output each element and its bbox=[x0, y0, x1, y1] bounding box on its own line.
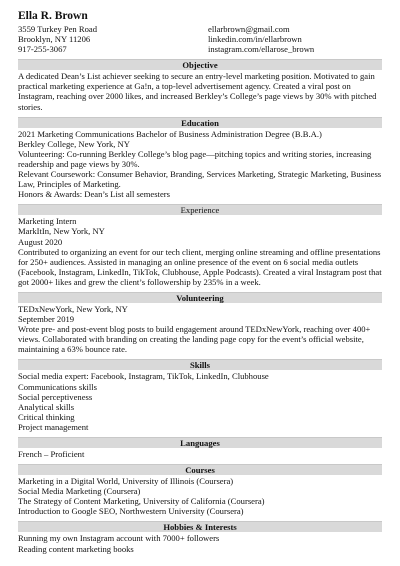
skill-item: Critical thinking bbox=[18, 411, 75, 422]
experience-title: Marketing Intern bbox=[18, 216, 77, 227]
volunteering-org: TEDxNewYork, New York, NY bbox=[18, 303, 128, 314]
volunteering-heading: Volunteering bbox=[18, 292, 382, 303]
volunteering-text: Wrote pre- and post-event blog posts to build engagement around TEDxNewYork, reaching over 400+ views. Collaborated with branding on creating the landing page copy for the event’s official website, maintaining a 63% bounce rate. bbox=[18, 324, 371, 355]
experience-date: August 2020 bbox=[18, 236, 63, 247]
contact-right bbox=[208, 24, 382, 54]
course-item: The Strategy of Content Marketing, University of California (Coursera) bbox=[18, 496, 265, 507]
skill-item: Social perceptiveness bbox=[18, 391, 93, 402]
skill-item: Communications skills bbox=[18, 381, 98, 392]
hobby-item: Running my own Instagram account with 7000+ followers bbox=[18, 533, 220, 544]
skill-item: Project management bbox=[18, 421, 89, 432]
address-line-2: Brooklyn, NY 11206 bbox=[18, 34, 91, 45]
education-heading: Education bbox=[18, 117, 382, 128]
education-school: Berkley College, New York, NY bbox=[18, 138, 130, 149]
hobbies-list bbox=[18, 533, 382, 553]
skills-heading: Skills bbox=[18, 359, 382, 370]
experience-heading: Experience bbox=[18, 204, 382, 215]
objective-heading: Objective bbox=[18, 59, 382, 70]
objective-text: A dedicated Dean’s List achiever seeking to secure an entry-level marketing position. Motivated to gain practical marketing experience at Ga!n, a top-level advertisement agency. Created a viral post on Instagram, reaching over 2000 likes, and increased Berkley’s College’s page views by 30% with pitched stories. bbox=[18, 71, 377, 112]
languages-heading: Languages bbox=[18, 437, 382, 448]
course-item: Introduction to Google SEO, Northwestern University (Coursera) bbox=[18, 506, 244, 517]
volunteering-date: September 2019 bbox=[18, 314, 75, 325]
skill-item: Social media expert: Facebook, Instagram, TikTok, LinkedIn, Clubhouse bbox=[18, 371, 269, 382]
language-item: French – Proficient bbox=[18, 449, 85, 459]
experience-company: MarkItIn, New York, NY bbox=[18, 226, 105, 237]
hobby-item: Reading content marketing books bbox=[18, 543, 134, 554]
course-item: Social Media Marketing (Coursera) bbox=[18, 486, 141, 497]
education-honors: Honors & Awards: Dean’s List all semesters bbox=[18, 189, 170, 200]
courses-list bbox=[18, 476, 382, 516]
contact-left bbox=[18, 24, 97, 54]
education-degree: 2021 Marketing Communications Bachelor of Business Administration Degree (B.B.A.) bbox=[18, 128, 322, 139]
course-item: Marketing in a Digital World, University of Illinois (Coursera) bbox=[18, 476, 234, 487]
linkedin-url: linkedin.com/in/ellarbrown bbox=[208, 34, 302, 45]
contact-block bbox=[18, 24, 382, 54]
education-coursework: Relevant Coursework: Consumer Behavior, Branding, Services Marketing, Strategic Marketing, Business Law, Principles of Marketing. bbox=[18, 169, 382, 190]
experience-text: Contributed to organizing an event for our tech client, merging online streaming and offline presentations for 250+ audiences. Assisted in managing an online presence of the event on 6 social media outlets (Facebook, Instagram, LinkedIn, TikTok, Clubhouse, Apple Podcasts). Created a viral Instagram post that got 2000+ likes and grew the client’s followership by 235% in a week. bbox=[18, 246, 382, 287]
courses-heading: Courses bbox=[18, 464, 382, 475]
education-volunteering: Volunteering: Co-running Berkley College’s blog page—pitching topics and writing stories, increasing readership and page views by 30%. bbox=[18, 148, 372, 169]
skills-list bbox=[18, 371, 382, 432]
skill-item: Analytical skills bbox=[18, 401, 75, 412]
phone: 917-255-3067 bbox=[18, 44, 67, 55]
hobbies-heading: Hobbies & Interests bbox=[18, 521, 382, 532]
candidate-name: Ella R. Brown bbox=[18, 10, 88, 22]
email: ellarbrown@gmail.com bbox=[208, 24, 290, 34]
instagram-url: instagram.com/ellarose_brown bbox=[208, 44, 315, 55]
address-line-1: 3559 Turkey Pen Road bbox=[18, 24, 98, 34]
